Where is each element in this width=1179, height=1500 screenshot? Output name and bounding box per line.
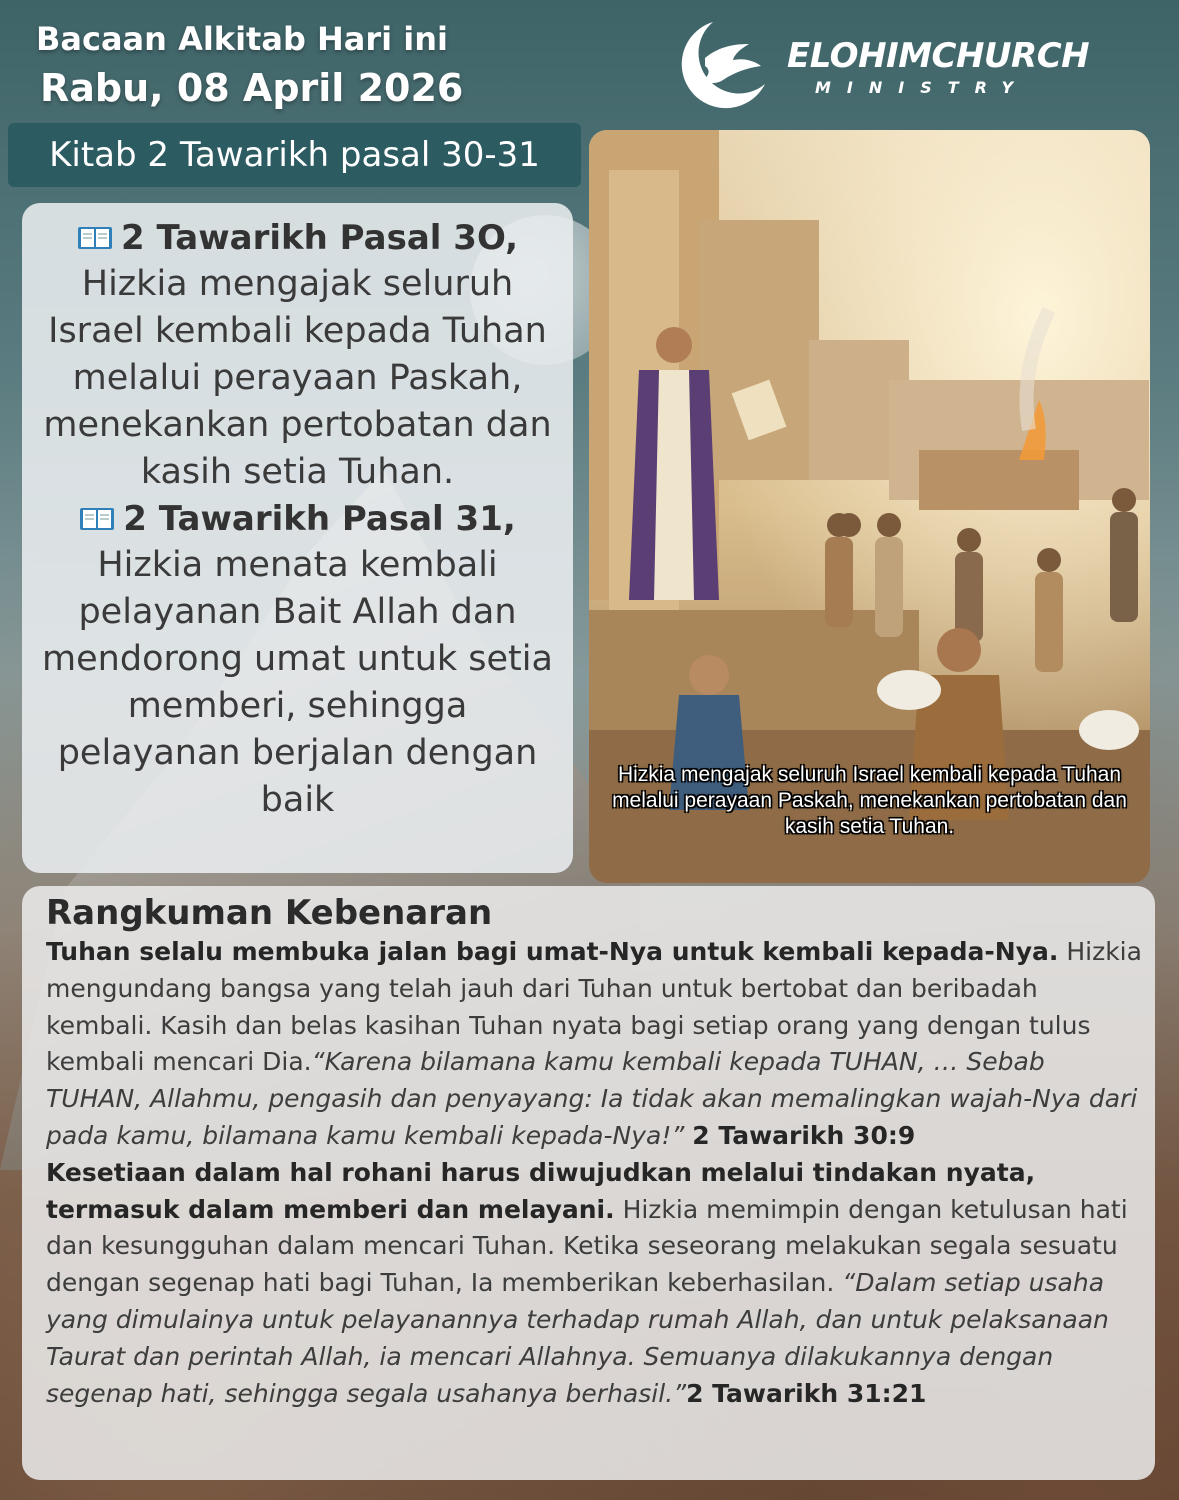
- truth-point-1: [46, 934, 1143, 1155]
- section-title: [36, 496, 559, 542]
- section-title-text: 2 Tawarikh Pasal 3O,: [120, 218, 519, 258]
- scripture-quote: “Karena bilamana kamu kembali kepada TUHAN, … Sebab TUHAN, Allahmu, pengasih dan penyayang: Ia tidak akan memalingkan wajah-Nya dari pada kamu, bilamana kamu kembali kepada-Nya!”: [46, 1047, 1138, 1150]
- truth-summary-card: [22, 886, 1155, 1480]
- scripture-quote: “Dalam setiap usaha yang dimulainya untuk pelayanannya terhadap rumah Allah, dan untuk pelaksanaan Taurat dan perintah Allah, ia mencari Allahnya. Semuanya dilakukannya dengan segenap hati, sehingga segala usahanya berhasil.”: [46, 1268, 1109, 1408]
- logo-subtitle: MINISTRY: [815, 78, 1030, 97]
- passover-illustration: [589, 130, 1150, 883]
- chapter-summary-card: [22, 203, 573, 873]
- truth-title: Rangkuman Kebenaran: [46, 893, 493, 933]
- chapter-banner: Kitab 2 Tawarikh pasal 30-31: [8, 123, 581, 187]
- point-body: Hizkia mengundang bangsa yang telah jauh dari Tuhan untuk bertobat dan beribadah kembali. Kasih dan belas kasihan Tuhan nyata bagi setiap orang yang dengan tulus kembali mencari Dia.: [46, 937, 1142, 1077]
- dove-logo-icon: [665, 14, 775, 114]
- church-logo: [665, 14, 1095, 114]
- section-body: Hizkia mengajak seluruh Israel kembali kepada Tuhan melalui perayaan Paskah, menekankan pertobatan dan kasih setia Tuhan.: [43, 264, 552, 492]
- scripture-reference: 2 Tawarikh 31:21: [686, 1378, 927, 1408]
- truth-point-2: [46, 1155, 1143, 1413]
- reading-date: Rabu, 08 April 2026: [40, 66, 464, 110]
- section-title: [36, 215, 559, 261]
- point-heading: Tuhan selalu membuka jalan bagi umat-Nya untuk kembali kepada-Nya.: [46, 937, 1059, 966]
- open-book-icon: [77, 225, 113, 251]
- section-title-text: 2 Tawarikh Pasal 31,: [123, 499, 516, 539]
- scripture-reference: 2 Tawarikh 30:9: [692, 1120, 916, 1150]
- point-body: Hizkia memimpin dengan ketulusan hati dan kesungguhan dalam mencari Tuhan. Ketika seseorang melakukan segala sesuatu dengan segenap hati bagi Tuhan, Ia memberikan keberhasilan.: [46, 1194, 1128, 1298]
- logo-name: ELOHIMCHURCH: [787, 36, 1090, 76]
- section-body: Hizkia menata kembali pelayanan Bait Allah dan mendorong umat untuk setia memberi, sehingga pelayanan berjalan dengan baik: [42, 545, 553, 820]
- open-book-icon: [79, 506, 115, 532]
- illustration-caption: Hizkia mengajak seluruh Israel kembali kepada Tuhan melalui perayaan Paskah, menekankan pertobatan dan kasih setia Tuhan.: [612, 763, 1127, 838]
- page-title: Bacaan Alkitab Hari ini: [36, 20, 448, 58]
- point-heading: Kesetiaan dalam hal rohani harus diwujudkan melalui tindakan nyata, termasuk dalam memberi dan melayani.: [46, 1157, 1036, 1224]
